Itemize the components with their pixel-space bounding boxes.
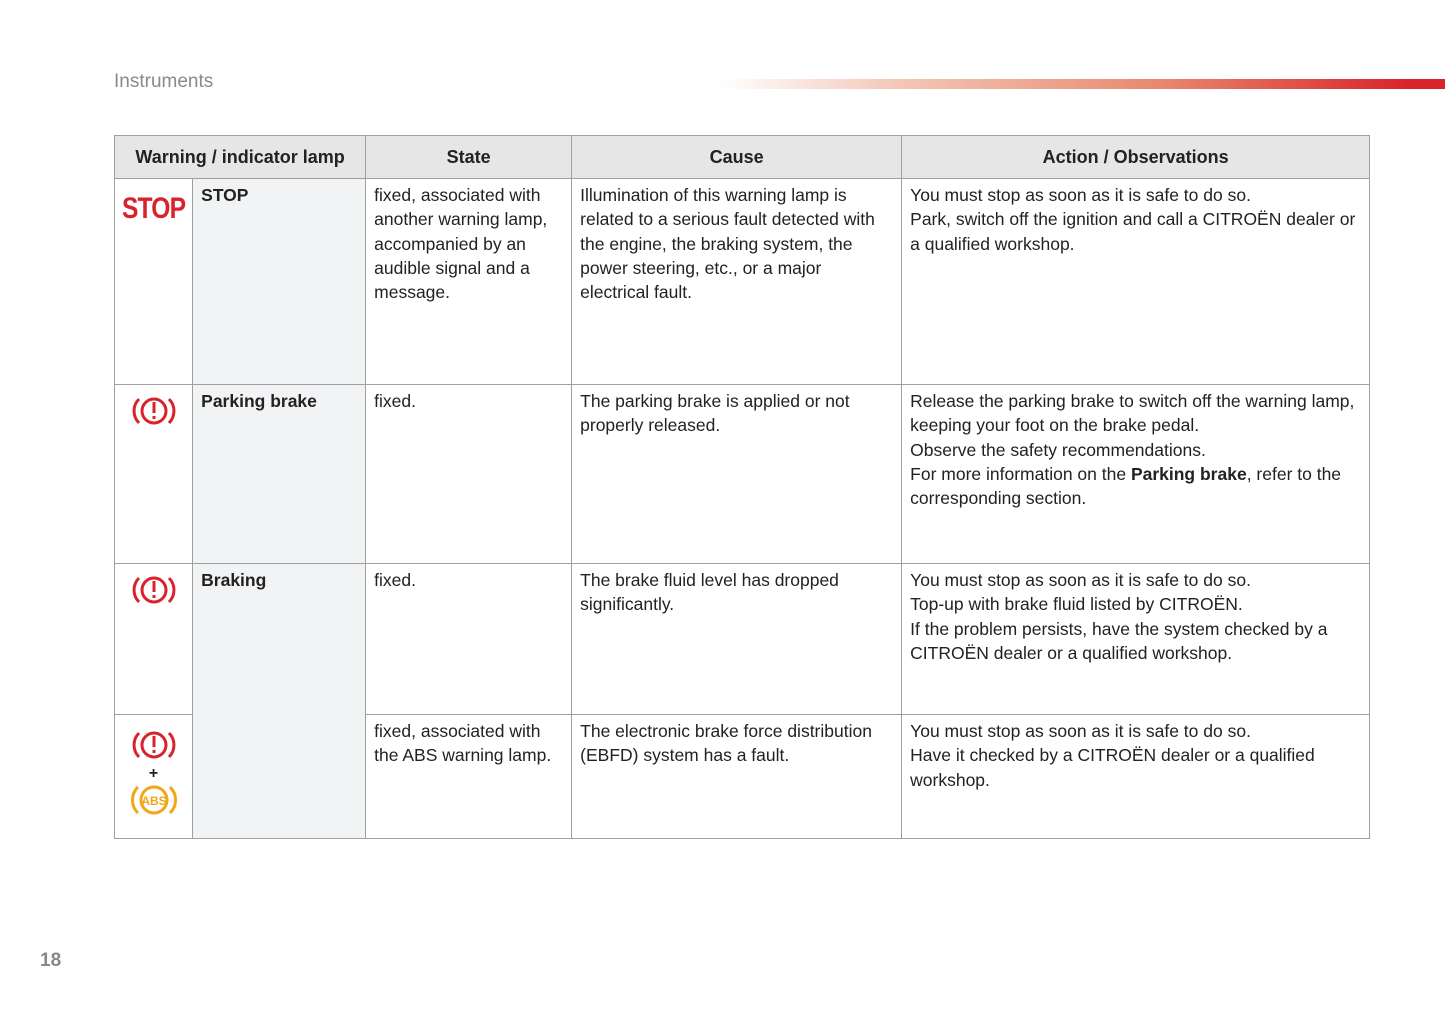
warning-lamps-table: [114, 135, 1370, 839]
cause-cell: Illumination of this warning lamp is related to a serious fault detected with the engine, the braking system, the power steering, etc., or a major electrical fault.: [572, 179, 902, 385]
action-line: You must stop as soon as it is safe to do so.: [910, 721, 1251, 741]
cause-cell: The electronic brake force distribution (EBFD) system has a fault.: [572, 715, 902, 839]
action-text: For more information on the: [910, 463, 1131, 484]
action-cell: [902, 385, 1370, 564]
action-line: Have it checked by a CITROËN dealer or a qualified workshop.: [910, 745, 1315, 790]
action-line: If the problem persists, have the system checked by a CITROËN dealer or a qualified workshop.: [910, 618, 1328, 663]
state-cell: fixed, associated with the ABS warning lamp.: [366, 715, 572, 839]
page-number: 18: [40, 950, 62, 971]
column-header: Cause: [572, 136, 902, 179]
column-header: Warning / indicator lamp: [115, 136, 366, 179]
cause-cell: The brake fluid level has dropped significantly.: [572, 564, 902, 715]
table-header: [115, 136, 1370, 179]
stop-warning-icon: STOP: [121, 192, 186, 225]
section-reference: Parking brake: [1130, 463, 1247, 484]
action-cell: [902, 564, 1370, 715]
action-line: You must stop as soon as it is safe to do so.: [910, 185, 1251, 205]
action-line: Observe the safety recommendations.: [910, 439, 1206, 460]
state-cell: fixed.: [366, 564, 572, 715]
action-cell: [902, 179, 1370, 385]
section-title: Instruments: [114, 71, 214, 92]
lamp-label: STOP: [193, 179, 366, 385]
brake-warning-icon: [132, 729, 176, 761]
action-line: Top-up with brake fluid listed by CITROËN.: [910, 594, 1243, 615]
plus-sign: +: [148, 765, 159, 783]
lamp-label: Parking brake: [193, 385, 366, 564]
cause-cell: The parking brake is applied or not properly released.: [572, 385, 902, 564]
table-row: [115, 564, 1370, 715]
header-gradient-bar: [720, 79, 1445, 89]
table-row: [115, 385, 1370, 564]
brake-warning-icon: [132, 572, 176, 608]
column-header: State: [366, 136, 572, 179]
action-line: Park, switch off the ignition and call a CITROËN dealer or a qualified workshop.: [910, 209, 1356, 254]
table-row: [115, 179, 1370, 385]
action-line: Release the parking brake to switch off the warning lamp, keeping your foot on the brake pedal.: [910, 391, 1355, 436]
state-cell: fixed, associated with another warning lamp, accompanied by an audible signal and a message.: [366, 179, 572, 385]
state-cell: fixed.: [366, 385, 572, 564]
action-line: [910, 462, 1361, 511]
abs-warning-icon: [130, 781, 178, 819]
column-header: Action / Observations: [902, 136, 1370, 179]
action-line: You must stop as soon as it is safe to do so.: [910, 570, 1251, 590]
svg-text:ABS: ABS: [140, 794, 167, 809]
action-text: , refer to the corresponding section.: [910, 463, 1342, 509]
action-cell: [902, 715, 1370, 839]
lamp-label: Braking: [193, 564, 366, 839]
brake-warning-icon: [132, 393, 176, 429]
